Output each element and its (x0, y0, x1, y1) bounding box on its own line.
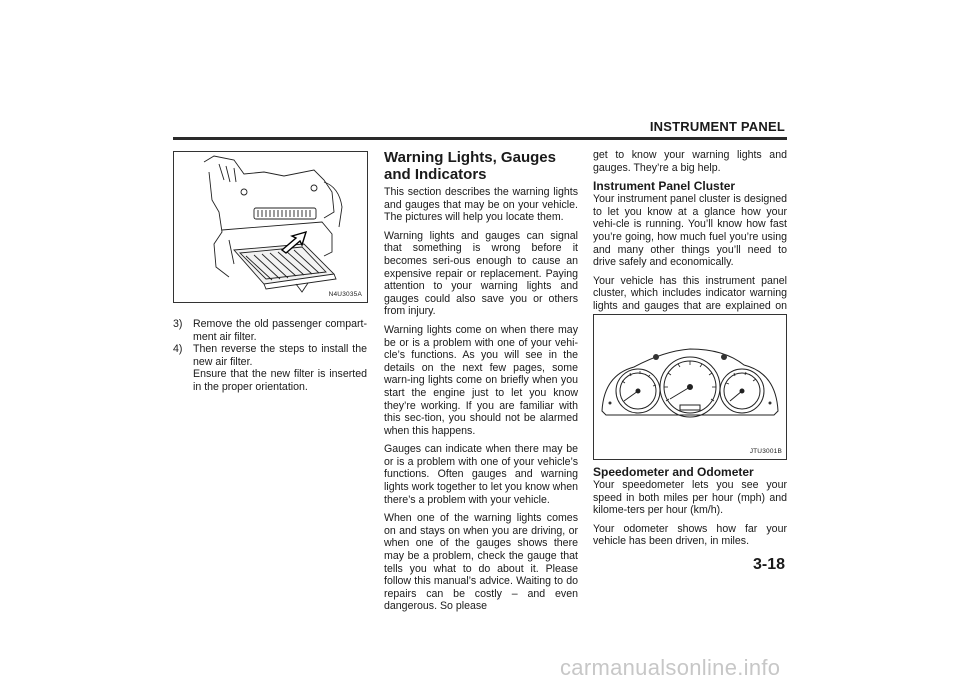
air-filter-illustration (174, 152, 367, 302)
instrument-cluster-figure (593, 314, 787, 460)
subsection-heading: Instrument Panel Cluster (593, 179, 736, 194)
paragraph: Warning lights and gauges can signal that something is wrong before it becomes seri-ous enough to cause an expensive repair or replacement. Paying attention to your warning lights and gauges could also save you or others from injury. (384, 229, 578, 318)
page-number: 3-18 (752, 556, 785, 573)
instrument-cluster-illustration (594, 315, 786, 459)
header-rule (173, 137, 787, 140)
step-text: Then reverse the steps to install the new air filter. (193, 343, 367, 368)
step-text: Remove the old passenger compart-ment air filter. (193, 318, 367, 343)
section-heading: Warning Lights, Gauges and Indicators (384, 149, 556, 183)
step-note: Ensure that the new filter is inserted in the proper orientation. (193, 368, 367, 393)
column-middle (384, 149, 578, 619)
paragraph: Your speedometer lets you see your speed in both miles per hour (mph) and kilome-ters per hour (km/h). (593, 479, 787, 517)
paragraph: Warning lights come on when there may be or is a problem with one of your vehi-cle’s functions. As you will see in the details on the next few pages, some warn-ing lights come on briefly when you start the engine just to let you know they’re working. If you are familiar with this sec-tion, you should not be alarmed when this happens. (384, 323, 578, 437)
step-number: 4) (173, 343, 183, 356)
figure-code: JTU3001B (749, 448, 782, 455)
list-item (173, 318, 367, 343)
list-item (173, 343, 367, 368)
step-number: 3) (173, 318, 183, 330)
paragraph: get to know your warning lights and gauges. They’re a big help. (593, 149, 787, 174)
watermark: carmanualsonline.info (560, 655, 781, 680)
paragraph: This section describes the warning lights and gauges that may be on your vehicle. The pictures will help you locate them. (384, 186, 578, 224)
air-filter-figure (173, 151, 368, 303)
paragraph: When one of the warning lights comes on and stays on when you are driving, or when one of the gauges shows there may be a problem, check the gauge that tells you what to do about it. Please follow this manual’s advice. Waiting to do repairs can be costly – and even dangerous. So please (384, 512, 578, 613)
paragraph: Your odometer shows how far your vehicle has been driven, in miles. (593, 522, 787, 548)
column-right-continued (593, 466, 787, 554)
running-header: INSTRUMENT PANEL (649, 119, 785, 134)
column-left (173, 318, 367, 394)
figure-code: N4U3035A (328, 291, 362, 298)
column-right (593, 149, 787, 331)
paragraph: Gauges can indicate when there may be or is a problem with one of your vehicle’s functions. Often gauges and warning lights work together to let you know when there’s a problem with your vehicle. (384, 443, 578, 506)
list-item (173, 368, 367, 393)
paragraph: Your instrument panel cluster is designed to let you know at a glance how your vehi-cle is running. You’ll know how fast you’re going, how much fuel you’re using and many other things you’ll need to drive safely and economically. (593, 193, 787, 269)
paragraph: Your vehicle has this instrument panel cluster, which includes indicator warning lights and gauges that are explained on (593, 274, 787, 312)
subsection-heading: Speedometer and Odometer (593, 465, 754, 479)
